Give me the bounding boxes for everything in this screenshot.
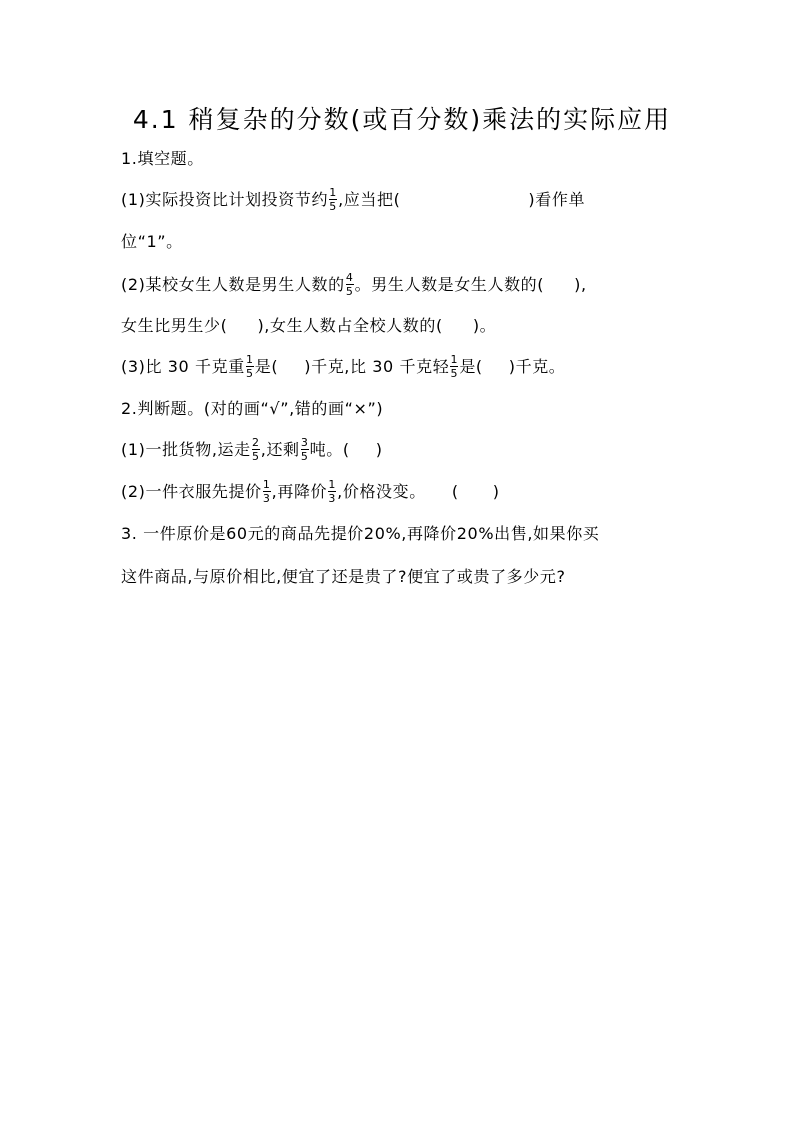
q1-1-text-a: (1)实际投资比计划投资节约 xyxy=(121,190,329,209)
q2-2-text-d: ( xyxy=(451,482,459,501)
question-1-3 xyxy=(121,355,565,380)
q1-3-text-c: )千克,比 30 千克轻 xyxy=(304,357,450,376)
fraction-four-fifths: $\frac{4}{5}$ xyxy=(345,271,354,298)
question-1-1-line-1 xyxy=(121,188,585,213)
q2-1-text-b: ,还剩 xyxy=(260,440,300,459)
q1-1-text-c: )看作单 xyxy=(528,190,586,209)
q1-3-text-a: (3)比 30 千克重 xyxy=(121,357,245,376)
q1-3-text-b: 是( xyxy=(254,357,279,376)
q1-2-text-a: (2)某校女生人数是男生人数的 xyxy=(121,275,345,294)
q2-1-text-c: 吨。( xyxy=(309,440,350,459)
question-1-2-line-1 xyxy=(121,273,587,298)
fraction-two-fifths: $\frac{2}{5}$ xyxy=(251,436,260,463)
q2-2-text-a: (2)一件衣服先提价 xyxy=(121,482,262,501)
question-1-1-line-2: 位“1”。 xyxy=(121,232,183,251)
q2-1-text-a: (1)一批货物,运走 xyxy=(121,440,251,459)
q1-2-text-b: 。男生人数是女生人数的( xyxy=(354,275,545,294)
q1-3-text-d: 是( xyxy=(459,357,483,376)
page-title: 4.1 稍复杂的分数(或百分数)乘法的实际应用 xyxy=(132,105,672,134)
question-2-1 xyxy=(121,438,383,463)
q1-2-text-e: ),女生人数占全校人数的( xyxy=(257,316,443,335)
q2-2-text-b: ,再降价 xyxy=(271,482,328,501)
question-1-2-line-2 xyxy=(121,315,496,337)
fraction-one-third: $\frac{1}{3}$ xyxy=(328,478,336,505)
q1-3-text-e: )千克。 xyxy=(508,357,566,376)
fraction-one-fifth: $\frac{1}{5}$ xyxy=(329,186,337,213)
q2-2-text-c: ,价格没变。 xyxy=(337,482,426,501)
q2-1-text-d: ) xyxy=(375,440,383,459)
q2-2-text-e: ) xyxy=(492,482,500,501)
q1-2-text-d: 女生比男生少( xyxy=(121,316,228,335)
q1-2-text-c: ), xyxy=(574,275,587,294)
fraction-three-fifths: $\frac{3}{5}$ xyxy=(300,436,309,463)
section-1-heading: 1.填空题。 xyxy=(121,149,204,168)
fraction-one-fifth: $\frac{1}{5}$ xyxy=(450,353,459,380)
fraction-one-third: $\frac{1}{3}$ xyxy=(262,478,271,505)
section-2-heading: 2.判断题。(对的画“√”,错的画“×”) xyxy=(121,399,384,418)
q1-1-text-b: ,应当把( xyxy=(338,190,401,209)
fraction-one-fifth: $\frac{1}{5}$ xyxy=(245,353,254,380)
q1-2-text-f: )。 xyxy=(472,316,497,335)
question-2-2 xyxy=(121,480,500,505)
question-3-line-1: 3. 一件原价是60元的商品先提价20%,再降价20%出售,如果你买 xyxy=(121,524,600,543)
question-3-line-2: 这件商品,与原价相比,便宜了还是贵了?便宜了或贵了多少元? xyxy=(121,567,566,586)
